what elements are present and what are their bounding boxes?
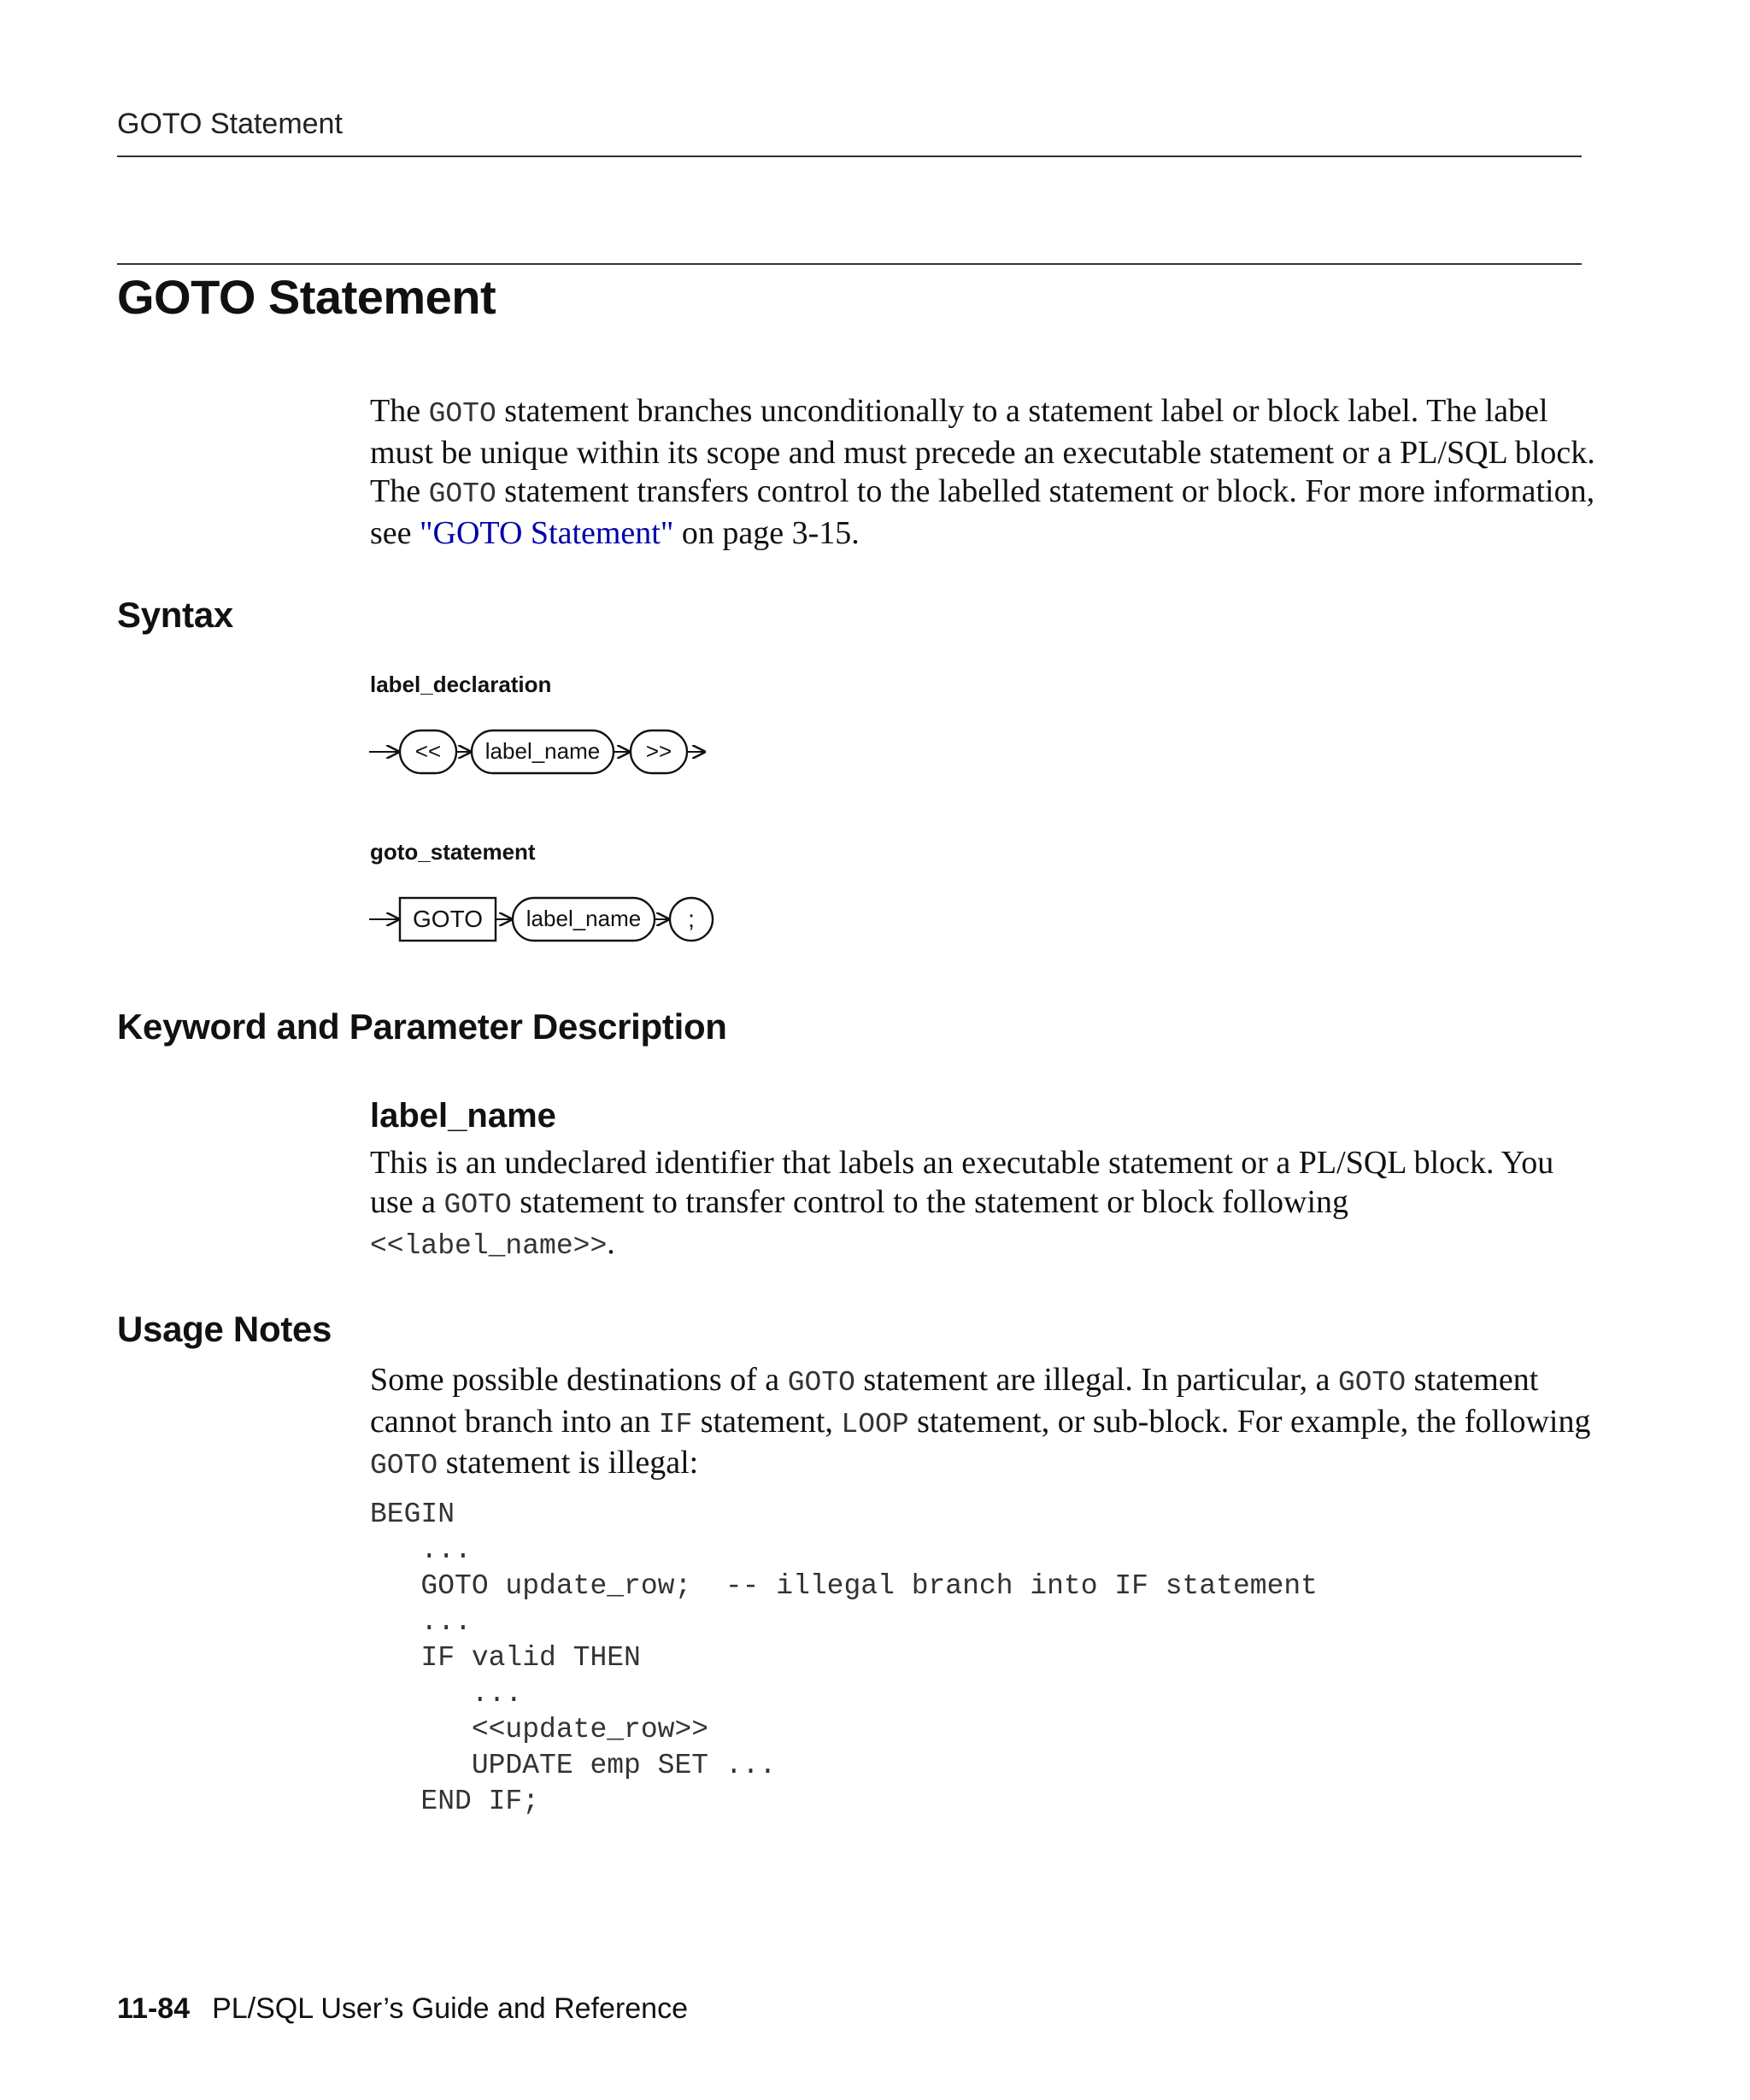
running-header: GOTO Statement [117,108,343,140]
intro-paragraph: The GOTO statement branches unconditionally to a statement label or block label. The label must be unique within its scope and must precede an executable statement or a PL/SQL block. The GOTO statement transfers control to the labelled statement or block. For more information, see "GOTO Statement" on page 3-15. [370,393,1595,551]
goto-statement-diagram [367,889,726,949]
syntax-nonterminal-label: label_name [526,906,642,931]
label-declaration-diagram [367,722,726,782]
inline-code: IF [658,1408,693,1440]
syntax-keyword-label: GOTO [413,906,483,932]
inline-code: LOOP [841,1408,909,1440]
goto-statement-link[interactable]: "GOTO Statement" [420,514,674,551]
code-example: BEGIN ... GOTO update_row; -- illegal branch into IF statement ... IF valid THEN ... <<update_row>> UPDATE emp SET ... END IF; [370,1499,1318,1817]
usage-paragraph: Some possible destinations of a GOTO statement are illegal. In particular, a GOTO statement cannot branch into an IF statement, LOOP statement, or sub-block. For example, the following GOTO statement is illegal: [370,1362,1591,1481]
inline-code: GOTO [428,398,496,430]
header-rule [117,155,1582,157]
syntax-terminal-label: << [414,738,442,764]
param-description: This is an undeclared identifier that labels an executable statement or a PL/SQL block. You use a GOTO statement to transfer control to the statement or block following <<label_name>>. [370,1145,1554,1262]
page-title: GOTO Statement [117,270,496,324]
page-footer [117,1992,688,2026]
syntax-heading: Syntax [117,595,233,635]
inline-code: <<label_name>> [370,1230,608,1262]
syntax-terminal-label: ; [688,906,695,932]
syntax-terminal-label: >> [645,738,672,764]
inline-code: GOTO [370,1450,438,1481]
keyword-heading: Keyword and Parameter Description [117,1006,727,1047]
title-rule [117,263,1582,265]
usage-heading: Usage Notes [117,1309,332,1349]
param-name-heading: label_name [370,1097,556,1135]
inline-code: GOTO [428,478,496,510]
inline-code: GOTO [1337,1367,1406,1399]
diagram-label-declaration-title: label_declaration [370,672,552,697]
diagram-goto-statement-title: goto_statement [370,839,536,865]
inline-code: GOTO [787,1367,855,1399]
syntax-nonterminal-label: label_name [484,738,601,764]
book-title: PL/SQL User’s Guide and Reference [212,1992,688,2025]
inline-code: GOTO [443,1188,512,1221]
page-number: 11-84 [117,1992,191,2025]
